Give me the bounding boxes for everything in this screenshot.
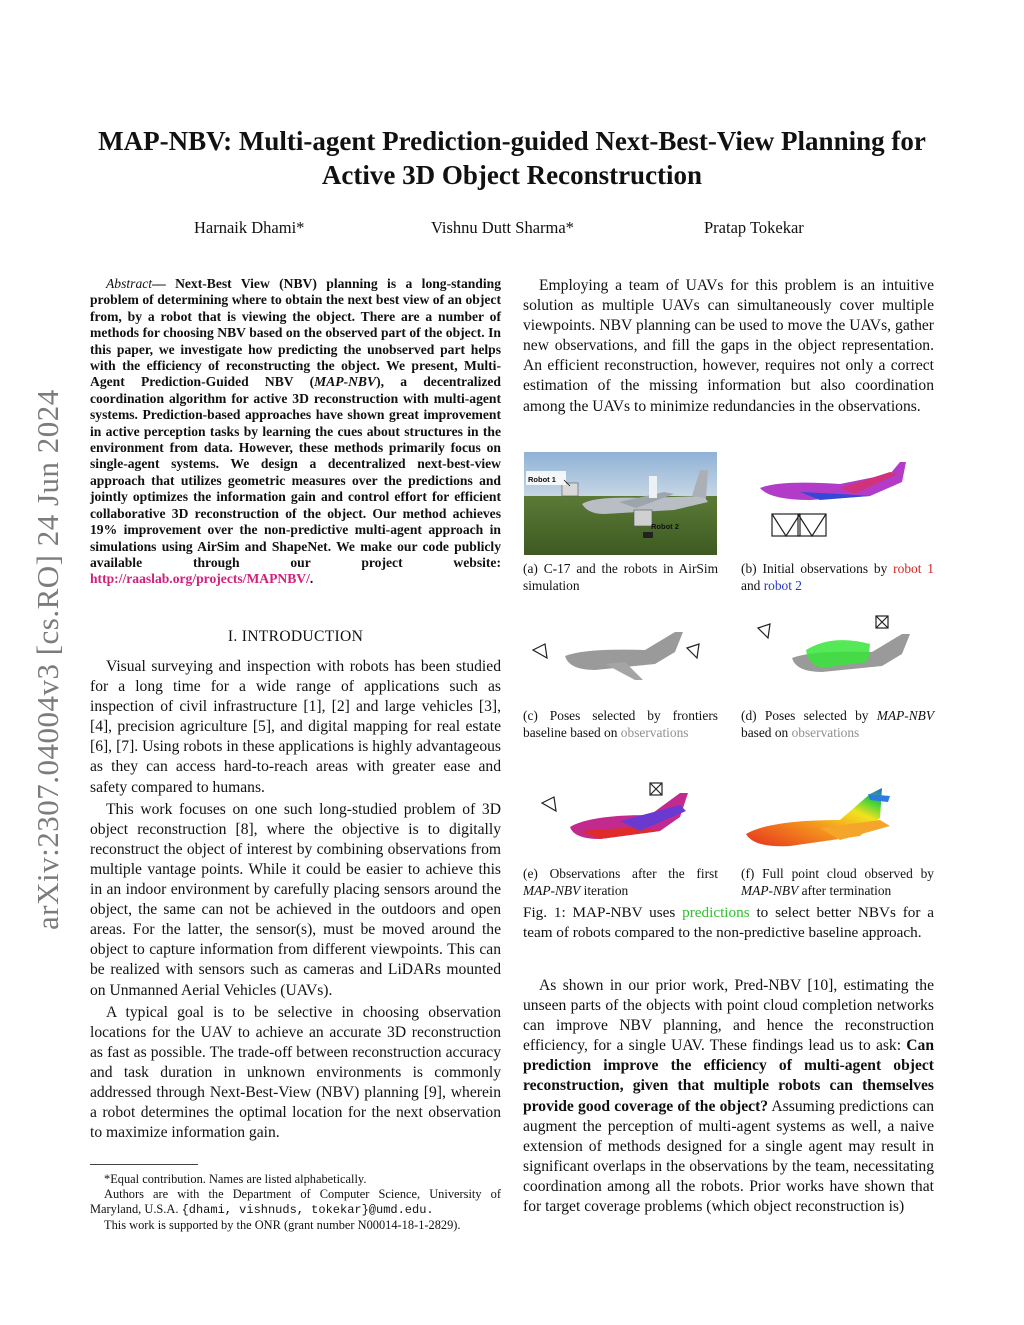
panel-e-first-iteration: [530, 775, 720, 865]
subcap-e-post: iteration: [580, 882, 629, 898]
project-link[interactable]: http://raaslab.org/projects/MAPNBV/: [90, 571, 310, 587]
paper-title: MAP-NBV: Multi-agent Prediction-guided Next-Best-View Planning for Active 3D Object Reconstruction: [98, 126, 926, 190]
camera-e-1: [542, 797, 556, 811]
panel-b-initial-observations: [750, 452, 930, 552]
subcap-e-method: MAP-NBV: [523, 882, 581, 898]
frustum-1-lines: [772, 514, 800, 536]
camera-d-2-lines: [876, 616, 888, 628]
panel-f-full-point-cloud: [740, 780, 930, 865]
subcap-b-robot2: robot 2: [763, 577, 802, 593]
section-heading-text: I. INTRODUCTION: [227, 628, 364, 645]
subcap-b-pre: (b) Initial observations by: [741, 561, 894, 576]
camera-d-1: [758, 624, 770, 638]
subcap-f-post: after termination: [798, 882, 892, 898]
intro-paragraph: Visual surveying and inspection with robots has been studied for a long time for a wide range of applications such as inspection of civil infrastructure [1], [2] and large vehicles [3], [4], precision agriculture [5], and digital mapping for real estate [6], [7]. Using robots in these applications is highly advantageous as they can access hard-to-reach areas with greater ease and safety compared to humans.: [90, 658, 501, 796]
abstract-text-1: Next-Best View (NBV) planning is a long-standing problem of determining where to obtain the next best view of an object from, by a robot that is viewing the object. There are a number of methods for choosing NBV based on the observed part of the object. In this paper, we investigate how predicting the unobserved part helps with the efficiency of reconstructing the object. We present, Multi-Agent Prediction-Guided NBV (: [90, 276, 501, 390]
camera-c-1: [533, 644, 547, 658]
panel-d-mapnbv-poses: [752, 610, 932, 700]
introduction: [90, 657, 501, 1143]
footnote-funding: This work is supported by the ONR (grant number N00014-18-1-2829).: [104, 1218, 461, 1232]
subcaption-f: [741, 866, 934, 899]
subcap-f-method: MAP-NBV: [741, 882, 799, 898]
figure-caption: [523, 903, 934, 943]
section-heading: [90, 628, 501, 646]
footnote-rule: [90, 1164, 198, 1165]
camera-e-2-lines: [650, 783, 662, 795]
footnote-equal: *Equal contribution. Names are listed alphabetically.: [104, 1172, 367, 1186]
subcaption-a: (a) C-17 and the robots in AirSim simulation: [523, 561, 718, 593]
abstract: [90, 276, 501, 588]
uav-team-paragraph: Employing a team of UAVs for this problem is an intuitive solution as multiple UAVs can simultaneously cover multiple viewpoints. NBV planning can be used to move the UAVs, gather new observations, and fill the gaps in the object representation. An efficient reconstruction, however, requires not only a correct estimation of the missing information but also coordination among the UAVs to minimize redundancies in the observations.: [523, 277, 934, 415]
frustum-1: [772, 514, 800, 536]
intro-paragraph: This work focuses on one such long-studied problem of 3D object reconstruction [8], where the objective is to digitally reconstruct the object of interest by combining observations from multiple vantage points. While it could be easier to achieve this in an indoor environment by carefully placing sensors around the object, the same can not be achieved in the outdoors and open areas. For the latter, the sensor(s), must be moved around the object to capture information from different viewpoints. This can be realized with sensors such as cameras and LiDARs mounted on Unmanned Aerial Vehicles (UAVs).: [90, 800, 501, 999]
frustum-2: [798, 514, 826, 536]
abstract-text-2: ), a decentralized coordination algorithm for active 3D reconstruction with multi-agent systems. Prediction-based approaches have shown great improvement in active perception tasks by learning the cues about structures in the environment from data. However, these methods primarily focus on single-agent systems. We design a decentralized next-best-view approach that utilizes geometric measures over the predictions and jointly optimizes the information gain and control effort for efficient collaborative 3D reconstruction of the object. Our method achieves 19% improvement over the non-predictive multi-agent approach in simulations using AirSim and ShapeNet. We make our code publicly available through our project website:: [90, 374, 501, 570]
footnotes: [90, 1172, 501, 1233]
subcap-c-pre: (c) Poses selected by frontiers baseline based on: [523, 708, 718, 740]
iteration-cameras: [542, 783, 662, 811]
prior-work-text-1: As shown in our prior work, Pred-NBV [10], estimating the unseen parts of the objects with point cloud completion networks can improve NBV planning, and hence the reconstruction efficiency, for a single UAV. These findings lead us to ask:: [523, 977, 934, 1055]
mapnbv-cameras: [758, 616, 888, 638]
airplane-full-cloud: [746, 788, 882, 846]
caption-post: to select better NBVs for a team of robots compared to the non-predictive baseline approach.: [523, 904, 934, 941]
subcap-d-obs: observations: [791, 724, 860, 740]
panel-a-simulation-image: [524, 452, 717, 555]
robot-2-label: Robot 2: [651, 522, 679, 531]
abstract-end: .: [309, 571, 314, 587]
subcaption-b: [741, 561, 934, 594]
abstract-dash: —: [152, 276, 176, 291]
subcap-b-and: and: [741, 577, 764, 593]
right-column-paragraph: [523, 276, 934, 417]
subcap-d-pre: (d) Poses selected by: [741, 708, 877, 723]
footnote-emails: {dhami, vishnuds, tokekar}@umd.edu.: [181, 1203, 434, 1217]
subcap-d-method: MAP-NBV: [876, 708, 934, 723]
subcap-e-pre: (e) Observations after the first: [523, 866, 718, 881]
abstract-label: Abstract: [106, 276, 153, 291]
prior-work-text-2: Assuming predictions can augment the perception of multi-agent systems as well, a naive extension of methods designed for a single agent may result in significant overlaps in the observations by the team, necessitating coordination among all the robots. Prior works have shown that for target coverage problems (which object reconstruction is): [523, 1097, 935, 1216]
panel-c-frontier-poses: [525, 620, 715, 700]
subcap-d-mid: based on: [741, 724, 792, 740]
prior-work-paragraph: [523, 976, 934, 1217]
robot-2-drone: [643, 532, 653, 538]
footnote-affiliation: Authors are with the Department of Computer Science, University of Maryland, U.S.A.: [90, 1187, 501, 1216]
subcaption-c: [523, 708, 718, 741]
subcap-f-pre: (f) Full point cloud observed by: [741, 866, 934, 881]
research-question: Can prediction improve the efficiency of multi-agent object reconstruction, given that multiple robots can themselves provide good coverage of the object?: [523, 1037, 934, 1115]
subcaption-d: [741, 708, 934, 741]
author-1: Harnaik Dhami*: [194, 218, 305, 237]
subcaption-e: [523, 866, 718, 899]
frustum-2-lines: [798, 514, 826, 536]
camera-frustums: [772, 514, 826, 536]
robot-2-camera: [634, 510, 652, 526]
caption-predictions: predictions: [682, 904, 750, 921]
subcap-c-obs: observations: [620, 724, 689, 740]
c17-tail-fin: [649, 476, 657, 498]
subcap-b-robot1: robot 1: [893, 561, 935, 576]
arxiv-stamp: arXiv:2307.04004v3 [cs.RO] 24 Jun 2024: [30, 389, 65, 930]
author-2: Vishnu Dutt Sharma*: [431, 218, 574, 237]
author-3: Pratap Tokekar: [704, 218, 804, 237]
intro-paragraph: A typical goal is to be selective in choosing observation locations for the UAV to achieve an accurate 3D reconstruction as fast as possible. The trade-off between reconstruction accuracy and task duration in unknown environments is commonly addressed through Next-Best-View (NBV) planning [9], wherein a robot determines the optimal location for the next observation to maximize information gain.: [90, 1003, 501, 1142]
abstract-method: MAP-NBV: [314, 374, 377, 390]
caption-pre: Fig. 1: MAP-NBV uses: [523, 904, 683, 921]
camera-c-2: [687, 644, 699, 658]
robot-1-label: Robot 1: [528, 475, 556, 484]
